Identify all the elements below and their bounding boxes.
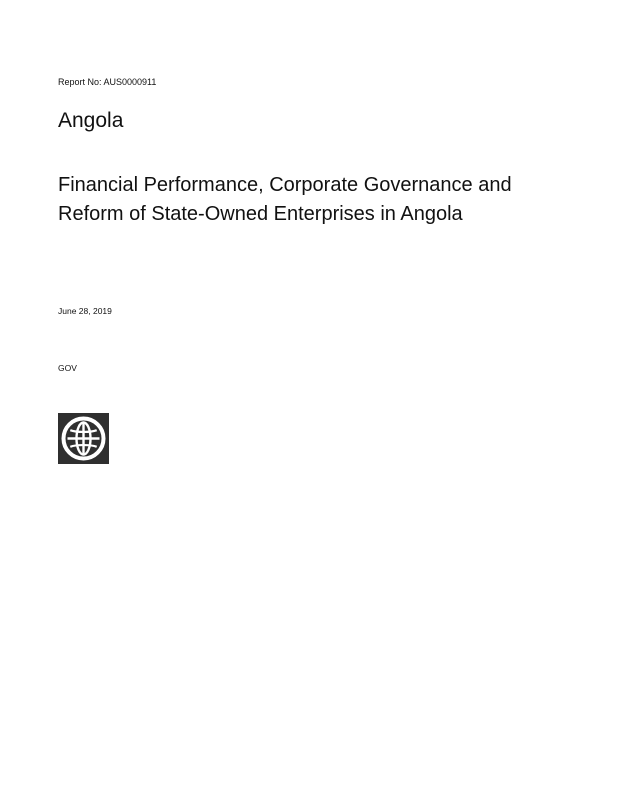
country-heading: Angola <box>58 109 124 132</box>
document-title-line-2: Reform of State-Owned Enterprises in Angola <box>58 203 463 225</box>
world-bank-globe-icon <box>58 413 109 464</box>
report-number: Report No: AUS0000911 <box>58 77 157 87</box>
unit-code: GOV <box>58 363 77 373</box>
document-title <box>58 171 598 229</box>
document-date: June 28, 2019 <box>58 306 112 316</box>
document-title-line-1: Financial Performance, Corporate Governance and <box>58 174 512 196</box>
